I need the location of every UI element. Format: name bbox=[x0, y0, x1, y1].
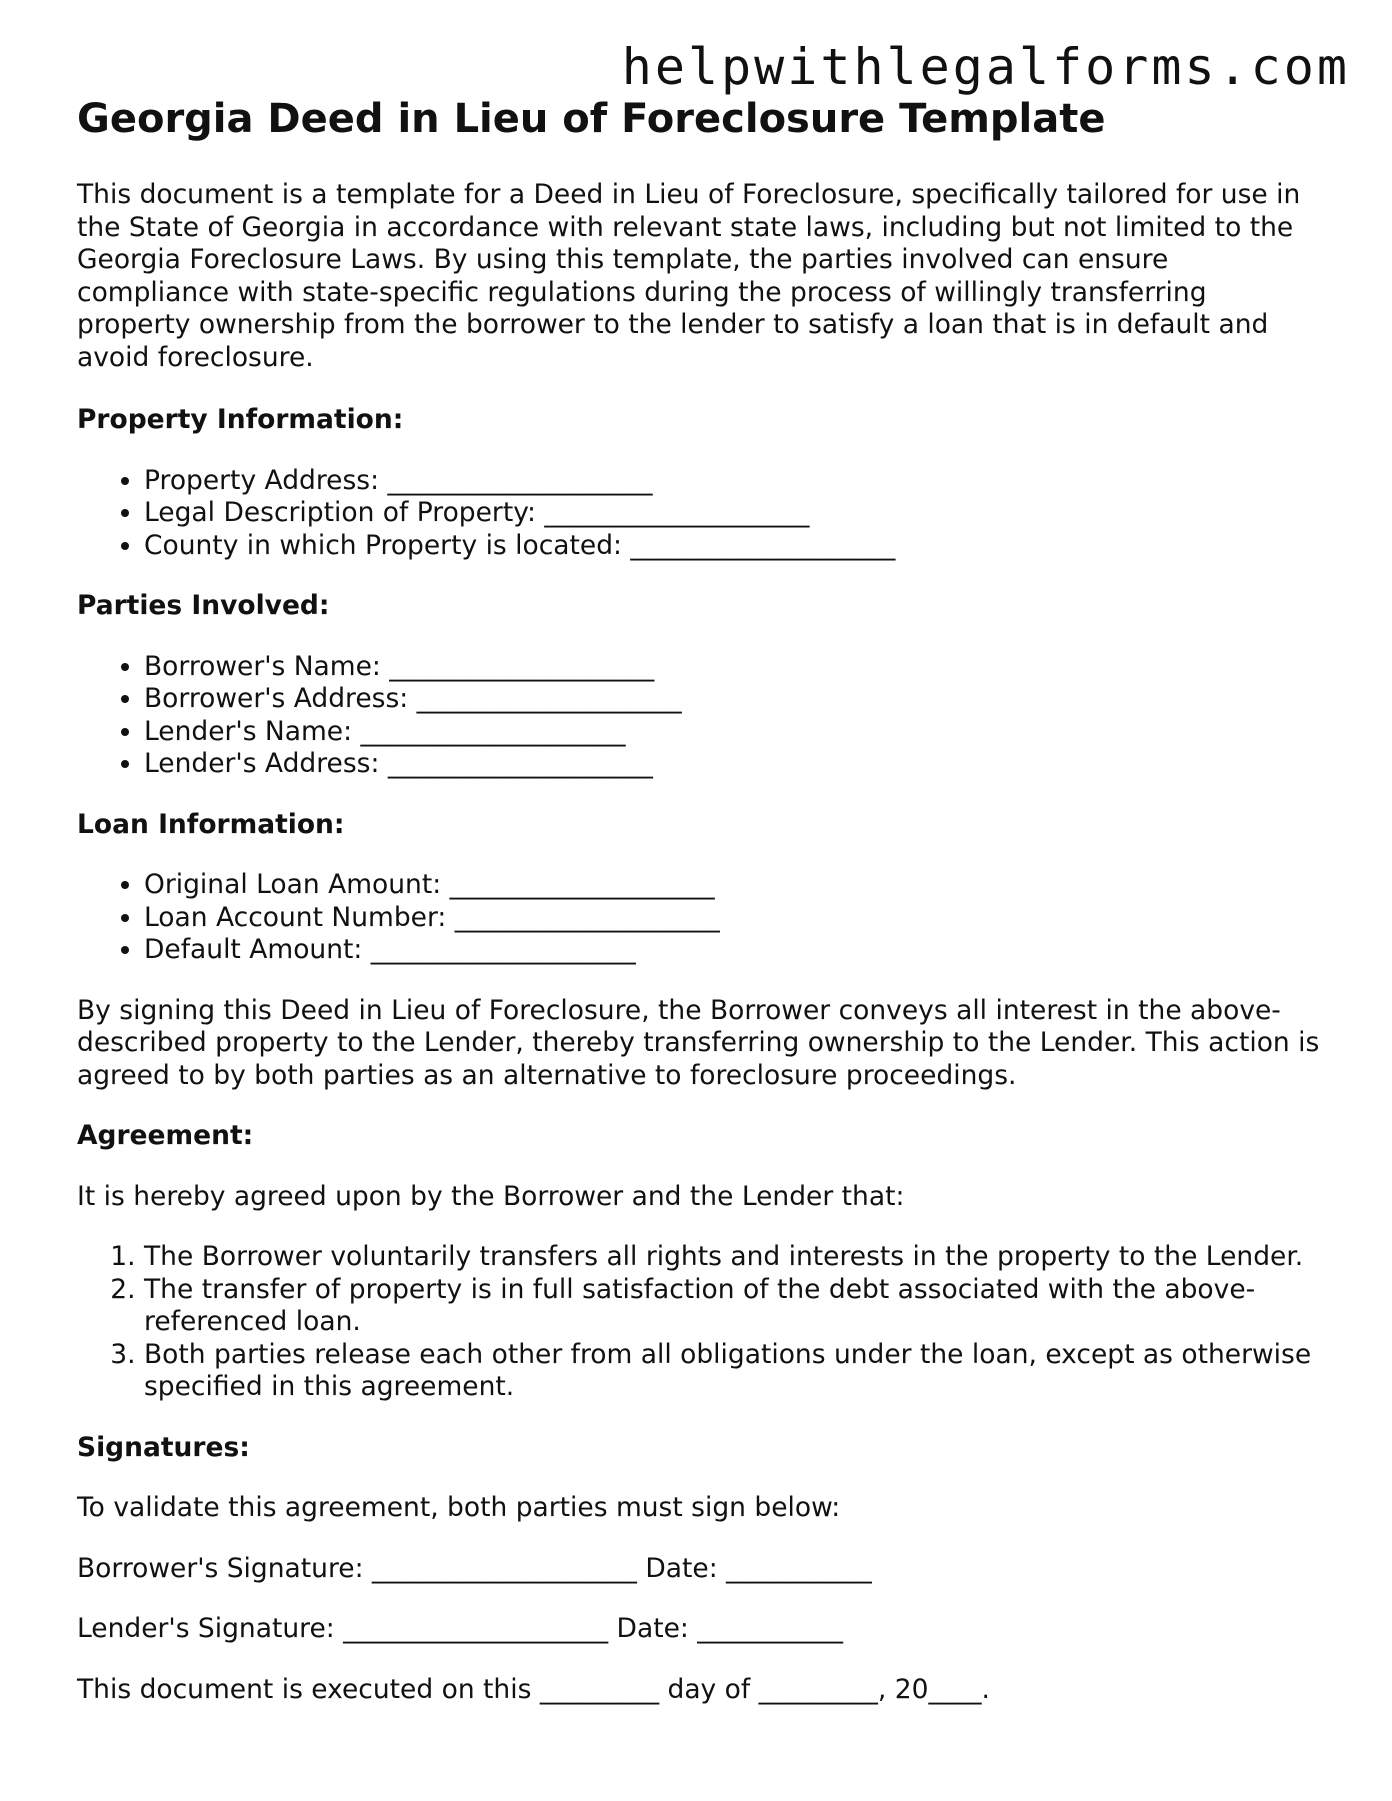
execution-date-line: This document is executed on this _________ day of _________, 20____. bbox=[77, 1673, 990, 1705]
agreement-item: 3. Both parties release each other from all obligations under the loan, except as otherwise specified in this agreement. bbox=[144, 1339, 1322, 1404]
agreement-item: 2. The transfer of property is in full satisfaction of the debt associated with the above-referenced loan. bbox=[144, 1274, 1322, 1339]
parties-heading: Parties Involved: bbox=[77, 590, 330, 621]
agreement-list bbox=[77, 1241, 1322, 1404]
borrower-name-item: • Borrower's Name: ____________________ bbox=[144, 651, 1322, 684]
borrower-address-item: • Borrower's Address: ____________________ bbox=[144, 683, 1322, 716]
signatures-heading: Signatures: bbox=[77, 1431, 250, 1463]
document-page bbox=[77, 95, 1322, 1734]
loan-account-number-item: • Loan Account Number: ____________________ bbox=[144, 902, 1322, 935]
borrower-signature-line: Borrower's Signature: ____________________ Date: ___________ bbox=[77, 1552, 872, 1584]
conveyance-paragraph: By signing this Deed in Lieu of Foreclosure, the Borrower conveys all interest in the above-described property to the Lender, thereby transferring ownership to the Lender. This action is agreed to by both parties as an alternative to foreclosure proceedings. bbox=[77, 994, 1320, 1091]
default-amount-item: • Default Amount: ____________________ bbox=[144, 934, 1322, 967]
county-item: • County in which Property is located: ____________________ bbox=[144, 530, 1322, 563]
document-title: Georgia Deed in Lieu of Foreclosure Template bbox=[77, 96, 1106, 142]
agreement-heading: Agreement: bbox=[77, 1120, 254, 1151]
agreement-item: 1. The Borrower voluntarily transfers all rights and interests in the property to the Lender. bbox=[144, 1241, 1322, 1274]
parties-list bbox=[77, 651, 1322, 781]
legal-description-item: • Legal Description of Property: ____________________ bbox=[144, 497, 1322, 530]
original-loan-amount-item: • Original Loan Amount: ____________________ bbox=[144, 869, 1322, 902]
property-address-item: • Property Address: ____________________ bbox=[144, 465, 1322, 498]
lender-address-item: • Lender's Address: ____________________ bbox=[144, 748, 1322, 781]
agreement-lead: It is hereby agreed upon by the Borrower and the Lender that: bbox=[77, 1180, 905, 1212]
loan-list bbox=[77, 869, 1322, 967]
lender-name-item: • Lender's Name: ____________________ bbox=[144, 716, 1322, 749]
property-list bbox=[77, 465, 1322, 563]
signatures-lead: To validate this agreement, both parties must sign below: bbox=[77, 1492, 841, 1523]
loan-heading: Loan Information: bbox=[77, 808, 345, 840]
site-watermark: helpwithlegalforms.com bbox=[621, 38, 1350, 96]
property-heading: Property Information: bbox=[77, 404, 404, 435]
lender-signature-line: Lender's Signature: ____________________ Date: ___________ bbox=[77, 1613, 843, 1644]
intro-paragraph: This document is a template for a Deed in Lieu of Foreclosure, specifically tailored for use in the State of Georgia in accordance with relevant state laws, including but not limited to the Georgia Foreclosure Laws. By using this template, the parties involved can ensure compliance with state-specific regulations during the process of willingly transferring property ownership from the borrower to the lender to satisfy a loan that is in default and avoid foreclosure. bbox=[77, 179, 1301, 373]
